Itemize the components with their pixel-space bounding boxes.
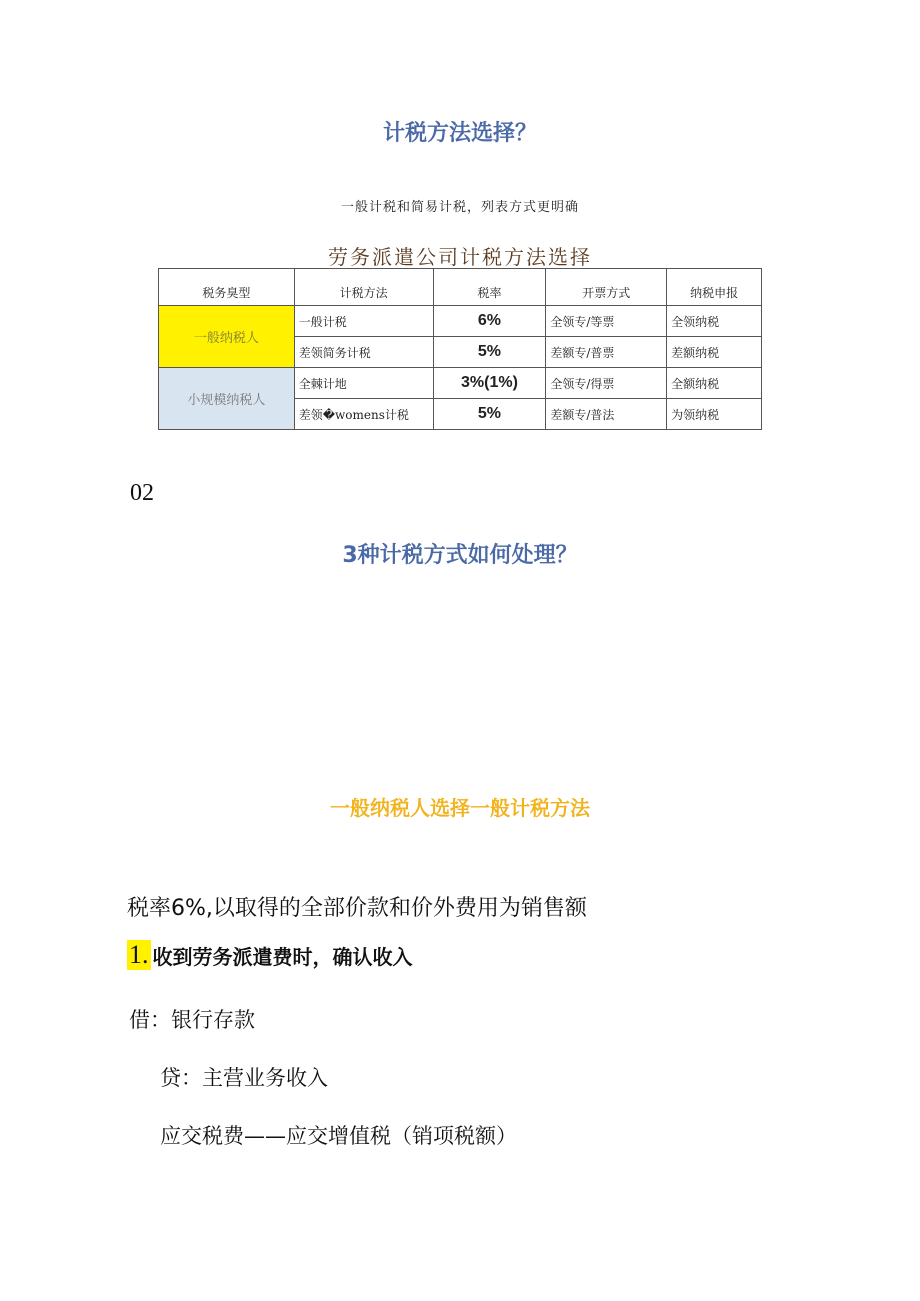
rate-cell: 5% — [433, 399, 546, 430]
invoice-cell: 差额专/普票 — [546, 337, 667, 368]
taxpayer-type-general: 一般纳税人 — [159, 306, 295, 368]
body-text: 税率6%,以取得的全部价款和价外费用为销售额 — [127, 896, 587, 921]
header-invoice: 开票方式 — [546, 269, 667, 306]
debit-entry: 借：银行存款 — [129, 1008, 255, 1032]
header-rate: 税率 — [433, 269, 546, 306]
method-cell: 差领�womens计税 — [294, 399, 433, 430]
section-title: 3种计税方式如何处理？ — [342, 543, 578, 568]
method-cell: 全棘计地 — [294, 368, 433, 399]
rate-cell: 3%(1%) — [433, 368, 546, 399]
table-row — [159, 368, 762, 399]
filing-cell: 全领纳税 — [667, 306, 762, 337]
invoice-cell: 全领专/得票 — [546, 368, 667, 399]
table-header-row — [159, 269, 762, 306]
rate-cell: 5% — [433, 337, 546, 368]
filing-cell: 差额纳税 — [667, 337, 762, 368]
header-method: 计税方法 — [294, 269, 433, 306]
header-filing: 纳税申报 — [667, 269, 762, 306]
rate-cell: 6% — [433, 306, 546, 337]
invoice-cell: 全领专/等票 — [546, 306, 667, 337]
method-cell: 差领简务计税 — [294, 337, 433, 368]
table-row — [159, 306, 762, 337]
step-number: 1. — [129, 940, 149, 969]
page-title: 计税方法选择？ — [382, 121, 537, 146]
filing-cell: 全额纳税 — [667, 368, 762, 399]
step-text: 收到劳务派遣费时，确认收入 — [152, 944, 413, 969]
table-caption: 劳务派遣公司计税方法选择 — [328, 245, 592, 269]
credit-entry-tax: 应交税费——应交增值税（销项税额） — [160, 1124, 517, 1148]
invoice-cell: 差额专/普法 — [546, 399, 667, 430]
step-heading — [127, 940, 413, 970]
filing-cell: 为领纳税 — [667, 399, 762, 430]
subtitle: 一般计税和简易计税，列表方式更明确 — [340, 200, 579, 215]
header-tax-type: 税务臭型 — [159, 269, 295, 306]
tax-method-table — [158, 268, 762, 430]
sub-title: 一般纳税人选择一般计税方法 — [330, 796, 590, 820]
credit-entry: 贷：主营业务收入 — [160, 1066, 328, 1090]
method-cell: 一般计税 — [294, 306, 433, 337]
taxpayer-type-small: 小规模纳税人 — [159, 368, 295, 430]
section-number: 02 — [130, 480, 154, 506]
